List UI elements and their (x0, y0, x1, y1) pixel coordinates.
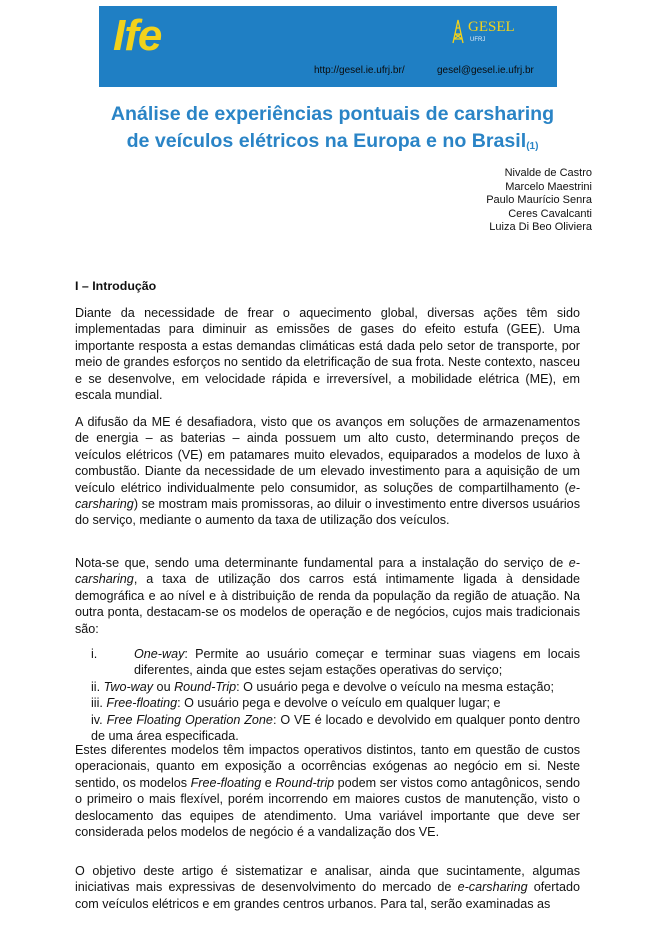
p2-emphasis: e-carsharing (75, 480, 580, 512)
list-term: Free Floating Operation Zone (106, 712, 273, 727)
p4-emphasis-2: Round-trip (275, 775, 335, 790)
list-number: i. (91, 647, 98, 661)
p3-text-a: Nota-se que, sendo uma determinante fundamental para a instalação do serviço de (75, 556, 569, 570)
paragraph-2 (75, 414, 580, 529)
gesel-name: GESEL (468, 19, 515, 35)
list-text (91, 712, 580, 745)
author-name: Nivalde de Castro (504, 167, 592, 179)
tower-icon (450, 18, 466, 44)
author-name: Paulo Maurício Senra (486, 194, 592, 207)
paragraph-1: Diante da necessidade de frear o aquecimento global, diversas ações têm sido implementadas para diminuir as emissões de gases do efeito estufa (GEE). Uma importante resposta a estas demandas climáticas está dada pelo setor de transporte, por meio de grandes esforços no sentido da eletrificação de sua frota. Neste contexto, nasceu e se desenvolve, em velocidade rápida e irreversível, a mobilidade elétrica (ME), em escala mundial. (75, 306, 580, 403)
list-term: One-way (134, 647, 185, 661)
website-link[interactable]: http://gesel.ie.ufrj.br/ (314, 65, 405, 76)
p3-emphasis: e-carsharing (75, 556, 580, 587)
paragraph-4 (75, 742, 580, 840)
gesel-logo (450, 18, 538, 48)
author-name: Ceres Cavalcanti (508, 207, 592, 220)
title-line-2-text: de veículos elétricos na Europa e no Brasil (126, 130, 527, 152)
list-item (75, 712, 580, 745)
p4-text-a: Estes diferentes modelos têm impactos operativos distintos, tanto em questão de custos operacionais, quanto em exposição a ocorrências exógenas ao negócio em si. Neste sentido, os modelos (75, 743, 580, 790)
list-term-2: Round-Trip (174, 679, 237, 694)
list-term: Two-way (103, 679, 154, 694)
list-text (134, 646, 580, 679)
document-title (40, 101, 625, 160)
p4-emphasis-1: Free-floating (190, 775, 262, 790)
list-desc: : Permite ao usuário começar e terminar suas viagens em locais diferentes, ainda que estes sejam estações operativas do serviço; (134, 647, 580, 678)
p2-text-a: A difusão da ME é desafiadora, visto que os avanços em soluções de armazenamentos de energia – as baterias – ainda possuem um alto custo, determinando preços de veículos elétricos (VE) em patamares muito elevados, equiparados a modelos de luxo à combustão. Diante da necessidade de um elevado investimento para a aquisição de um veículo elétrico individualmente pelo consumidor, as soluções de compartilhamento ( (75, 415, 580, 495)
list-connector: ou (153, 679, 175, 694)
footnote-marker[interactable]: (1) (526, 141, 539, 152)
list-number: ii. (91, 679, 101, 694)
list-item (75, 646, 580, 679)
list-desc: : O usuário pega e devolve o veículo em qualquer lugar; e (177, 696, 501, 711)
paragraph-5 (75, 863, 580, 912)
author-list (486, 167, 592, 235)
p3-text-b: , a taxa de utilização dos carros está intimamente ligada à densidade demográfica e ao nível e à distribuição de renda da população da região de atuação. Na outra ponta, destacam-se os modelos de operação e de negócios, cujos mais tradicionais são: (75, 572, 580, 636)
author-name: Luiza Di Beo Oliviera (489, 221, 592, 234)
p5-text-a: O objetivo deste artigo é sistematizar e analisar, ainda que sucintamente, algumas iniciativas mais expressivas de desenvolvimento do mercado de (75, 864, 580, 895)
title-line-2 (40, 128, 625, 160)
list-desc: : O VE é locado e devolvido em qualquer ponto dentro de uma área especificada. (91, 712, 580, 744)
list-number: iv. (91, 712, 103, 727)
p4-text-b: podem ser vistos como antagônicos, sendo o primeiro o mais flexível, porém incorrendo em maiores custos de manutenção, visto o deslocamento das equipes de atendimento. Uma variável importante que deve ser considerada pelos modelos de negócio é a vandalização dos VE. (75, 775, 580, 840)
header-banner (99, 6, 557, 87)
p5-emphasis: e-carsharing (457, 880, 528, 895)
gesel-sub: UFRJ (470, 37, 486, 43)
model-list (75, 646, 580, 744)
email-link[interactable]: gesel@gesel.ie.ufrj.br (437, 65, 534, 76)
list-number: iii. (91, 696, 103, 711)
author-name: Marcelo Maestrini (505, 180, 592, 193)
list-term: Free-floating (106, 696, 178, 711)
list-text (91, 695, 580, 711)
list-item (75, 679, 580, 695)
p5-text-b: ofertado com veículos elétricos e em grandes centros urbanos. Para tal, serão examinadas as (75, 880, 580, 911)
list-desc: : O usuário pega e devolve o veículo na mesma estação; (236, 679, 554, 694)
p2-text-b: ) se mostram mais promissoras, ao diluir o investimento entre diversos usuários do serviço, mediante o aumento da taxa de utilização dos veículos. (75, 497, 580, 528)
title-line-1: Análise de experiências pontuais de carsharing (110, 103, 555, 125)
paragraph-3 (75, 555, 580, 637)
section-heading: I – Introdução (75, 279, 157, 293)
ife-logo: Ife (113, 11, 162, 60)
list-item (75, 695, 580, 711)
list-text (91, 679, 580, 695)
p4-connector: e (261, 775, 276, 790)
